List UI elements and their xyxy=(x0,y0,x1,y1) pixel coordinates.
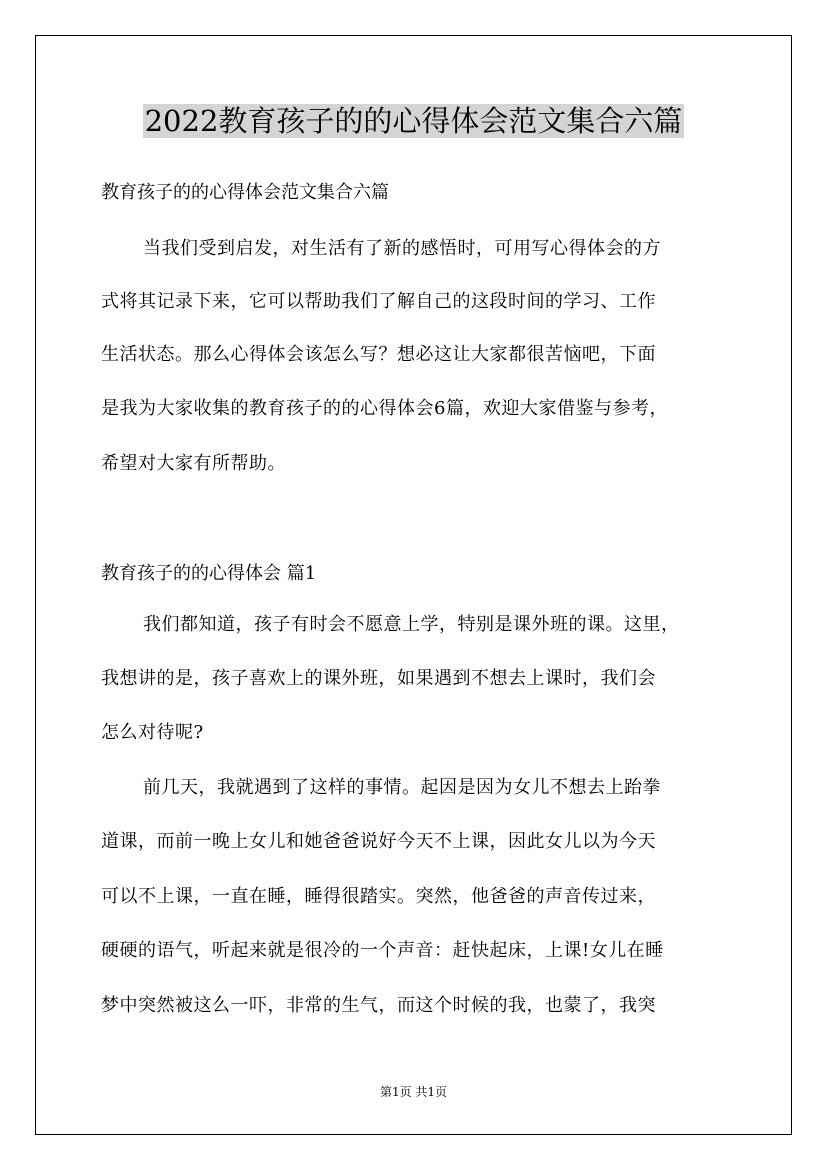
paragraph-line: 我们都知道，孩子有时会不愿意上学，特别是课外班的课。这里， xyxy=(143,614,680,635)
intro-line: 当我们受到启发，对生活有了新的感悟时，可用写心得体会的方 xyxy=(143,238,661,259)
document-title xyxy=(0,100,827,142)
paragraph-line: 我想讲的是，孩子喜欢上的课外班，如果遇到不想去上课时，我们会 xyxy=(101,668,656,689)
paragraph-line: 道课，而前一晚上女儿和她爸爸说好今天不上课，因此女儿以为今天 xyxy=(101,831,656,852)
intro-line: 是我为大家收集的教育孩子的的心得体会6篇，欢迎大家借鉴与参考， xyxy=(101,398,668,419)
document-title-text: 2022教育孩子的的心得体会范文集合六篇 xyxy=(144,104,683,138)
intro-heading: 教育孩子的的心得体会范文集合六篇 xyxy=(101,182,389,203)
paragraph-line: 怎么对待呢? xyxy=(101,722,204,743)
intro-line: 生活状态。那么心得体会该怎么写？想必这让大家都很苦恼吧，下面 xyxy=(101,344,656,365)
intro-line: 式将其记录下来，它可以帮助我们了解自己的这段时间的学习、工作 xyxy=(101,291,656,312)
paragraph-line: 梦中突然被这么一吓，非常的生气，而这个时候的我，也蒙了，我突 xyxy=(101,995,656,1016)
paragraph-line: 可以不上课，一直在睡，睡得很踏实。突然，他爸爸的声音传过来， xyxy=(101,886,656,907)
section-heading: 教育孩子的的心得体会 篇1 xyxy=(101,563,317,584)
intro-line: 希望对大家有所帮助。 xyxy=(101,453,286,474)
paragraph-line: 硬硬的语气，听起来就是很冷的一个声音：赶快起床，上课!女儿在睡 xyxy=(101,940,664,961)
paragraph-line: 前几天，我就遇到了这样的事情。起因是因为女儿不想去上跆拳 xyxy=(143,777,661,798)
page-footer: 第1页 共1页 xyxy=(379,1085,448,1099)
